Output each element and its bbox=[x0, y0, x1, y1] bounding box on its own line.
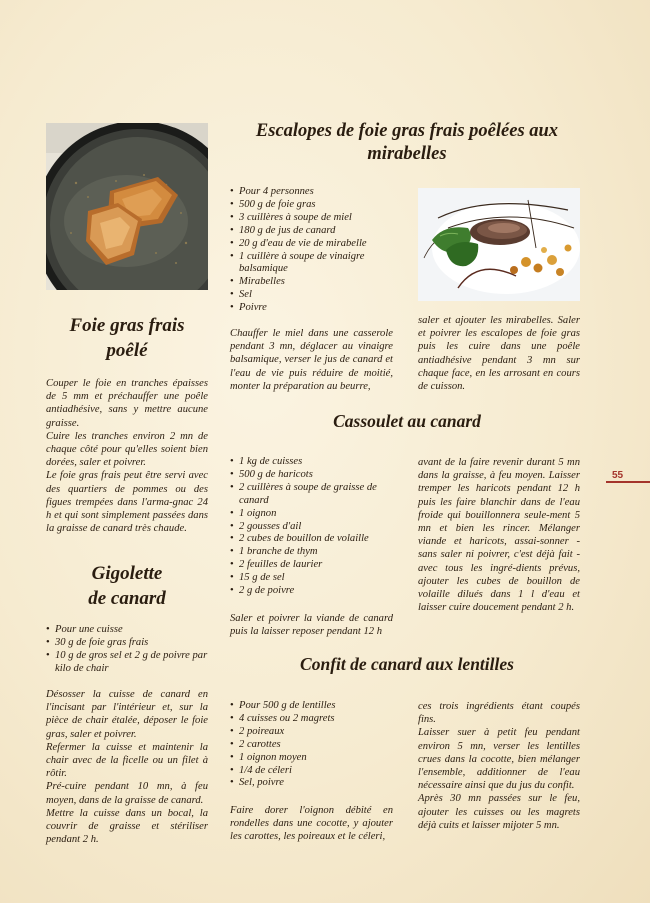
page-number-rule bbox=[606, 481, 650, 483]
foie-gras-pan-photo bbox=[46, 123, 208, 290]
gigolette-title-line1: Gigolette bbox=[91, 563, 163, 584]
cassoulet-ingredients bbox=[230, 456, 395, 598]
list-item: • 180 g de jus de canard bbox=[230, 225, 400, 238]
list-item: • Pour 4 personnes bbox=[230, 186, 400, 199]
foie-poele-text bbox=[46, 377, 208, 535]
list-item: • Sel bbox=[230, 289, 400, 302]
list-item: • 1 oignon bbox=[230, 508, 395, 521]
confit-method-col2 bbox=[418, 700, 580, 832]
list-item: • Mirabelles bbox=[230, 276, 400, 289]
confit-ingredients bbox=[230, 700, 395, 790]
list-item: • 2 poireaux bbox=[230, 726, 395, 739]
list-item: • 500 g de haricots bbox=[230, 469, 395, 482]
list-item: • 2 carottes bbox=[230, 739, 395, 752]
list-item: • 1/4 de céleri bbox=[230, 765, 395, 778]
escalopes-title-line2: mirabelles bbox=[367, 144, 447, 164]
confit-method-col1: Faire dorer l'oignon débité en rondelles dans une cocotte, y ajouter les carottes, les poireaux et le céleri, bbox=[230, 805, 393, 843]
list-item: • 15 g de sel bbox=[230, 572, 395, 585]
foie-poele-title bbox=[46, 313, 208, 363]
list-item: • 500 g de foie gras bbox=[230, 199, 400, 212]
list-item: • 2 cubes de bouillon de volaille bbox=[230, 533, 395, 546]
paragraph: Cuire les tranches environ 2 mn de chaque côté pour qu'elles soient bien dorées, saler et poivrer. bbox=[46, 430, 208, 469]
list-item: • 2 g de poivre bbox=[230, 585, 395, 598]
paragraph: Le foie gras frais peut être servi avec des quartiers de pommes ou des figues trempées dans l'arma-gnac 24 h et qui sont simplement passées dans la graisse de canard très chaude. bbox=[46, 470, 208, 535]
paragraph: Couper le foie en tranches épaisses de 5 mm et préchauffer une poêle antiadhésive, sans y mettre aucune graisse. bbox=[46, 378, 208, 429]
plated-dish-photo bbox=[418, 188, 580, 301]
escalopes-title bbox=[222, 120, 592, 166]
cassoulet-method-col1: Saler et poivrer la viande de canard puis la laisser reposer pendant 12 h bbox=[230, 613, 393, 638]
escalopes-method-col1: Chauffer le miel dans une casserole pendant 3 mn, déglacer au vinaigre balsamique, verser le jus de canard et l'eau de vie puis réduire de moitié, monter la préparation au beurre, bbox=[230, 328, 393, 392]
list-item: • 3 cuillères à soupe de miel bbox=[230, 212, 400, 225]
paragraph: Refermer la cuisse et maintenir la chair avec de la ficelle ou un filet à rôtir. bbox=[46, 741, 208, 780]
list-item: • Poivre bbox=[230, 302, 400, 315]
list-item: • 10 g de gros sel et 2 g de poivre par kilo de chair bbox=[46, 650, 208, 676]
paragraph: Laisser suer à petit feu pendant environ 5 mn, verser les lentilles crues dans la cocotte, bien mélanger l'ensemble, additionner de l'eau nécessaire ainsi que du jus du confit. bbox=[418, 727, 580, 792]
paragraph: Désosser la cuisse de canard en l'incisant par l'intérieur et, sur la pièce de chair étalée, déposer le foie gras, saler et poivrer. bbox=[46, 689, 208, 740]
gigolette-ingredients bbox=[46, 624, 208, 676]
cassoulet-method-col2: avant de la faire revenir durant 5 mn dans la graisse, à feu moyen. Laisser tremper les haricots pendant 12 h puis les faire blanchir dans de l'eau froide qui bouillonnera seule-ment 5 mn et bien les rincer. Mélanger viande et haricots, assai-sonner - sans saler ni poivrer, c'est déjà fait - avec tous les ingré-dients prévus, ajouter les cubes de bouillon de volaille dilués dans 1 l d'eau et laisser cuire doucement pendant 2 h. bbox=[418, 457, 580, 614]
list-item: • 30 g de foie gras frais bbox=[46, 637, 208, 650]
escalopes-ingredients bbox=[230, 186, 400, 315]
escalopes-method-col2: saler et ajouter les mirabelles. Saler et poivrer les escalopes de foie gras puis les cuire dans une poêle antiadhésive pendant 3 mn sur chaque face, en les arrosant en cours de cuisson. bbox=[418, 315, 580, 393]
list-item: • 1 kg de cuisses bbox=[230, 456, 395, 469]
escalopes-title-line1: Escalopes de foie gras frais poêlées aux bbox=[255, 121, 559, 141]
foie-poele-title-line1: Foie gras frais bbox=[69, 315, 185, 336]
gigolette-text bbox=[46, 688, 208, 846]
list-item: • 1 branche de thym bbox=[230, 546, 395, 559]
list-item: • 20 g d'eau de vie de mirabelle bbox=[230, 238, 400, 251]
gigolette-title-line2: de canard bbox=[88, 588, 166, 609]
page-number: 55 bbox=[612, 470, 624, 481]
paragraph: Mettre la cuisse dans un bocal, la couvrir de graisse et stériliser pendant 2 h. bbox=[46, 807, 208, 846]
list-item: • 1 cuillère à soupe de vinaigre balsamique bbox=[230, 251, 400, 277]
list-item: • 2 gousses d'ail bbox=[230, 521, 395, 534]
list-item: • 2 feuilles de laurier bbox=[230, 559, 395, 572]
paragraph: ces trois ingrédients étant coupés fins. bbox=[418, 701, 580, 726]
list-item: • Sel, poivre bbox=[230, 777, 395, 790]
gigolette-title bbox=[46, 561, 208, 611]
list-item: • 2 cuillères à soupe de graisse de canard bbox=[230, 482, 395, 508]
paragraph: Après 30 mn passées sur le feu, ajouter les cuisses ou les magrets déjà cuits et laisser mijoter 5 mn. bbox=[418, 793, 580, 831]
confit-title: Confit de canard aux lentilles bbox=[300, 654, 514, 674]
list-item: • Pour une cuisse bbox=[46, 624, 208, 637]
list-item: • 4 cuisses ou 2 magrets bbox=[230, 713, 395, 726]
list-item: • 1 oignon moyen bbox=[230, 752, 395, 765]
list-item: • Pour 500 g de lentilles bbox=[230, 700, 395, 713]
cassoulet-title: Cassoulet au canard bbox=[333, 411, 481, 431]
foie-poele-title-line2: poêlé bbox=[106, 340, 148, 361]
paragraph: Pré-cuire pendant 10 mn, à feu moyen, dans de la graisse de canard. bbox=[46, 781, 208, 806]
